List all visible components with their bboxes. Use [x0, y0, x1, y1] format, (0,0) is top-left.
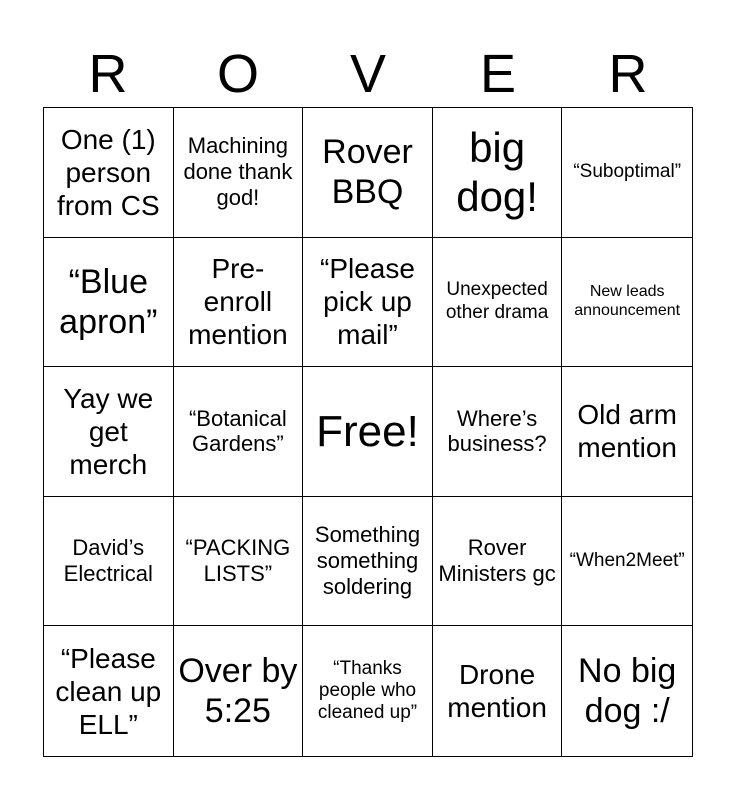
bingo-cell-r4c1[interactable]	[44, 497, 174, 627]
bingo-cell-r1c5[interactable]	[562, 108, 692, 238]
cell-label: “Please clean up ELL”	[55, 642, 162, 740]
bingo-header	[43, 40, 693, 108]
bingo-cell-r5c3[interactable]	[303, 626, 433, 756]
bingo-cell-r1c3[interactable]	[303, 108, 433, 238]
bingo-cell-free[interactable]	[303, 367, 433, 497]
bingo-cell-r2c3[interactable]	[303, 238, 433, 368]
bingo-cell-r5c1[interactable]	[44, 626, 174, 756]
cell-label: One (1) person from CS	[56, 123, 160, 221]
bingo-cell-r3c4[interactable]	[433, 367, 563, 497]
header-letter-e: E	[479, 44, 517, 104]
cell-label: Rover BBQ	[322, 133, 413, 212]
cell-label: Pre-enroll mention	[188, 253, 288, 351]
bingo-cell-r4c4[interactable]	[433, 497, 563, 627]
cell-label: “Suboptimal”	[573, 161, 682, 183]
cell-label: Over by 5:25	[178, 652, 298, 731]
bingo-cell-r3c2[interactable]	[174, 367, 304, 497]
header-letter-v: V	[349, 44, 387, 104]
header-letter-r1: R	[88, 44, 128, 104]
bingo-cell-r1c4[interactable]	[433, 108, 563, 238]
cell-label: David’s Electrical	[63, 535, 153, 587]
cell-label: big dog!	[456, 123, 538, 221]
cell-label: Drone mention	[447, 659, 547, 724]
bingo-cell-r2c5[interactable]	[562, 238, 692, 368]
cell-label: Yay we get merch	[63, 382, 154, 480]
bingo-cell-r4c5[interactable]	[562, 497, 692, 627]
bingo-cell-r1c2[interactable]	[174, 108, 304, 238]
cell-label: Old arm mention	[577, 399, 677, 464]
bingo-cell-r4c2[interactable]	[174, 497, 304, 627]
bingo-cell-r5c2[interactable]	[174, 626, 304, 756]
cell-label: “Please pick up mail”	[320, 253, 415, 351]
bingo-cell-r3c5[interactable]	[562, 367, 692, 497]
bingo-cell-r2c1[interactable]	[44, 238, 174, 368]
bingo-cell-r2c4[interactable]	[433, 238, 563, 368]
cell-label: Something something soldering	[314, 522, 421, 600]
cell-label: Where’s business?	[447, 405, 547, 457]
cell-label: “Blue apron”	[59, 262, 158, 341]
cell-label: Unexpected other drama	[445, 279, 549, 323]
cell-label: New leads announcement	[574, 283, 681, 319]
cell-label: Rover Ministers gc	[438, 535, 556, 587]
cell-label: No big dog :/	[578, 652, 677, 731]
bingo-board	[43, 107, 693, 757]
bingo-cell-r4c3[interactable]	[303, 497, 433, 627]
cell-label: Machining done thank god!	[183, 133, 293, 211]
cell-label: “When2Meet”	[569, 549, 685, 571]
cell-label: “Thanks people who cleaned up”	[317, 657, 418, 724]
header-letter-o: O	[216, 44, 259, 104]
bingo-cell-r2c2[interactable]	[174, 238, 304, 368]
bingo-cell-r1c1[interactable]	[44, 108, 174, 238]
cell-label: “PACKING LISTS”	[185, 535, 291, 587]
header-letter-r2: R	[608, 44, 648, 104]
cell-label: “Botanical Gardens”	[188, 405, 287, 457]
bingo-cell-r3c1[interactable]	[44, 367, 174, 497]
cell-label: Free!	[316, 406, 419, 456]
bingo-cell-r5c4[interactable]	[433, 626, 563, 756]
bingo-cell-r5c5[interactable]	[562, 626, 692, 756]
